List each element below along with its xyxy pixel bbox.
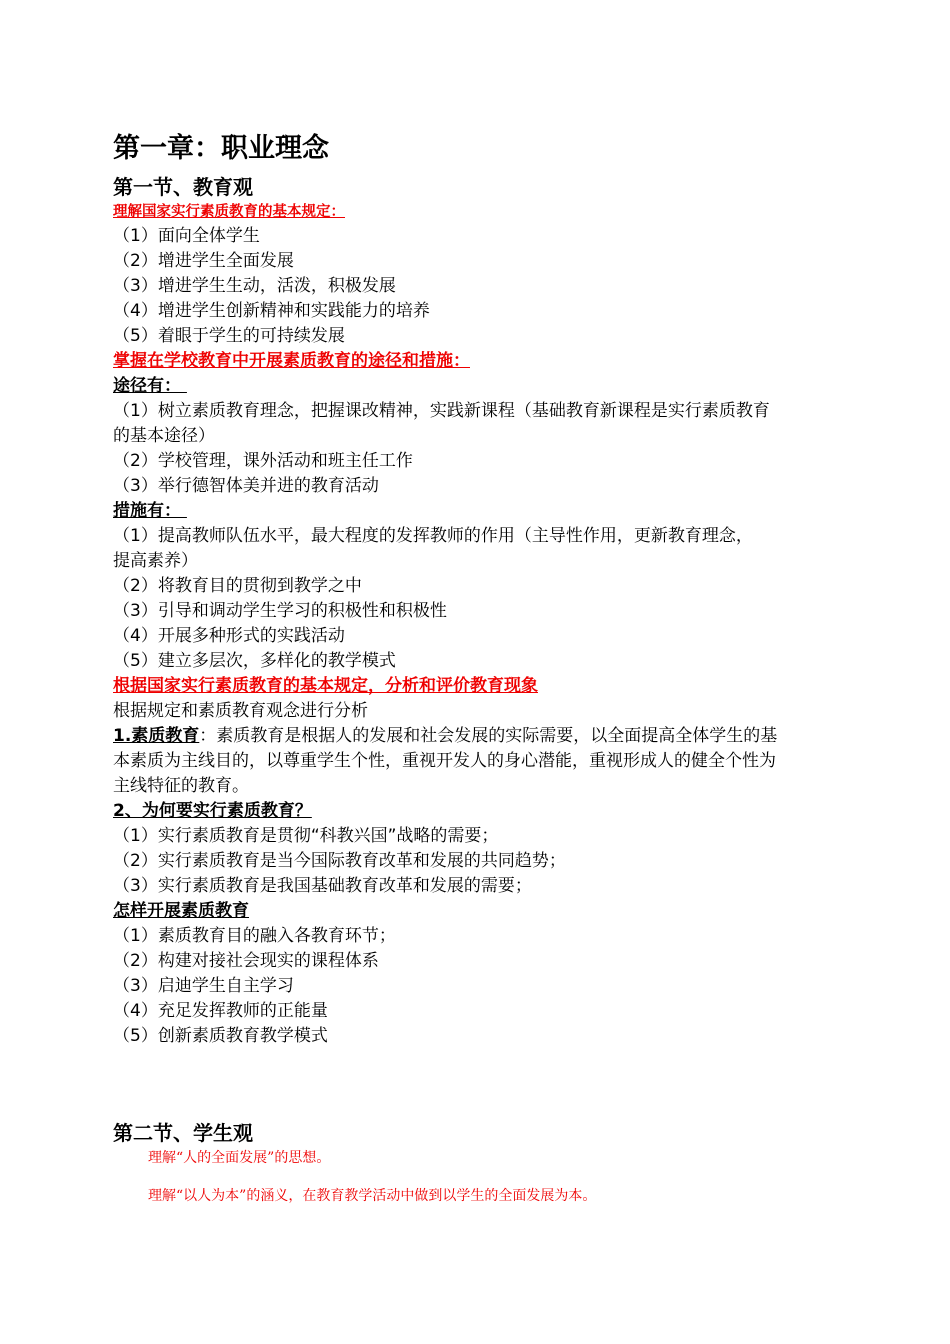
list-item: （5）着眼于学生的可持续发展 — [113, 326, 345, 346]
list-item: （3）启迪学生自主学习 — [113, 976, 294, 996]
list-item: （3）增进学生生动，活泼，积极发展 — [113, 276, 396, 296]
list-item: （4）充足发挥教师的正能量 — [113, 1001, 328, 1021]
list-item: （5）创新素质教育教学模式 — [113, 1026, 328, 1046]
definition-label: 1.素质教育 — [113, 726, 200, 746]
list-item: （2）将教育目的贯彻到教学之中 — [113, 576, 362, 596]
list-item: （2）增进学生全面发展 — [113, 251, 294, 271]
list-item: （1）树立素质教育理念，把握课改精神，实践新课程（基础教育新课程是实行素质教育 — [113, 401, 770, 421]
heading-analyze: 根据国家实行素质教育的基本规定，分析和评价教育现象 — [113, 676, 538, 696]
definition-line-3: 主线特征的教育。 — [113, 776, 249, 796]
list-item: （4）增进学生创新精神和实践能力的培养 — [113, 301, 430, 321]
section-2-title: 第二节、学生观 — [113, 1121, 253, 1145]
list-item-continued: 的基本途径） — [113, 426, 215, 446]
definition-line-1: 1.素质教育：素质教育是根据人的发展和社会发展的实际需要，以全面提高全体学生的基 — [113, 726, 778, 746]
list-item: （5）建立多层次，多样化的教学模式 — [113, 651, 396, 671]
list-item: （3）实行素质教育是我国基础教育改革和发展的需要； — [113, 876, 532, 896]
list-item: （1）实行素质教育是贯彻“科教兴国”战略的需要； — [113, 826, 499, 846]
list-item: （2）构建对接社会现实的课程体系 — [113, 951, 379, 971]
list-item: （3）引导和调动学生学习的积极性和积极性 — [113, 601, 447, 621]
heading-basic-rules: 理解国家实行素质教育的基本规定： — [113, 204, 345, 220]
heading-ways-measures: 掌握在学校教育中开展素质教育的途径和措施： — [113, 351, 470, 371]
list-item: （1）素质教育目的融入各教育环节； — [113, 926, 396, 946]
list-item-continued: 提高素养） — [113, 551, 198, 571]
section-2-line-2: 理解“以人为本”的涵义，在教育教学活动中做到以学生的全面发展为本。 — [148, 1188, 597, 1204]
list-item: （1）面向全体学生 — [113, 226, 260, 246]
chapter-title: 第一章：职业理念 — [113, 133, 329, 164]
analyze-text: 根据规定和素质教育观念进行分析 — [113, 701, 368, 721]
list-item: （4）开展多种形式的实践活动 — [113, 626, 345, 646]
label-measures: 措施有： — [113, 501, 181, 521]
definition-line-2: 本素质为主线目的，以尊重学生个性，重视开发人的身心潜能，重视形成人的健全个性为 — [113, 751, 776, 771]
list-item: （2）实行素质教育是当今国际教育改革和发展的共同趋势； — [113, 851, 566, 871]
label-why: 2、为何要实行素质教育？ — [113, 801, 312, 821]
list-item: （1）提高教师队伍水平，最大程度的发挥教师的作用（主导性作用，更新教育理念， — [113, 526, 753, 546]
section-1-title: 第一节、教育观 — [113, 175, 253, 199]
section-2-line-1: 理解“人的全面发展”的思想。 — [148, 1150, 331, 1166]
list-item: （2）学校管理，课外活动和班主任工作 — [113, 451, 413, 471]
label-ways: 途径有： — [113, 376, 181, 396]
label-how: 怎样开展素质教育 — [113, 901, 249, 921]
list-item: （3）举行德智体美并进的教育活动 — [113, 476, 379, 496]
